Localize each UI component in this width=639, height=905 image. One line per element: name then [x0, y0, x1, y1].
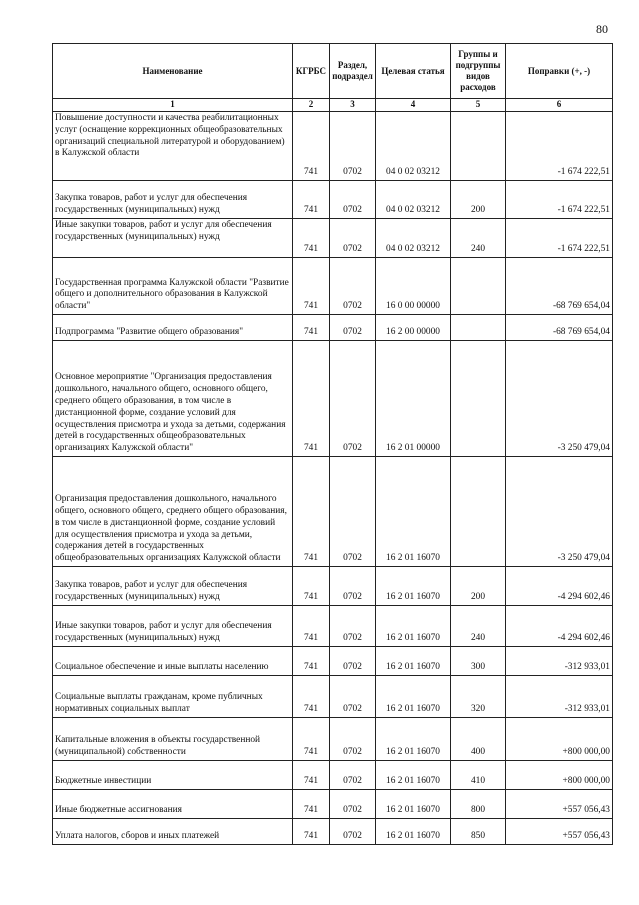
row-kgrbs: 741	[293, 718, 330, 761]
table-row	[53, 457, 613, 567]
row-group	[451, 112, 506, 181]
row-target: 16 2 01 16070	[376, 718, 451, 761]
row-amount: +557 056,43	[506, 790, 613, 819]
row-section: 0702	[330, 647, 376, 676]
row-amount: -68 769 654,04	[506, 315, 613, 341]
row-name: Иные закупки товаров, работ и услуг для обеспечения государственных (муниципальных) нужд	[53, 219, 293, 258]
table-row	[53, 819, 613, 845]
table-row	[53, 341, 613, 457]
row-target: 16 2 01 16070	[376, 676, 451, 718]
row-kgrbs: 741	[293, 219, 330, 258]
row-section: 0702	[330, 790, 376, 819]
row-kgrbs: 741	[293, 181, 330, 219]
row-group: 400	[451, 718, 506, 761]
row-section: 0702	[330, 819, 376, 845]
column-number: 6	[506, 99, 613, 112]
table-row	[53, 676, 613, 718]
row-target: 16 2 01 16070	[376, 606, 451, 647]
budget-amendments-table	[52, 43, 613, 845]
row-section: 0702	[330, 258, 376, 315]
row-target: 04 0 02 03212	[376, 219, 451, 258]
row-amount: -312 933,01	[506, 676, 613, 718]
column-number: 1	[53, 99, 293, 112]
row-kgrbs: 741	[293, 761, 330, 790]
row-amount: -312 933,01	[506, 647, 613, 676]
table-row	[53, 181, 613, 219]
column-number-row	[53, 99, 613, 112]
row-target: 04 0 02 03212	[376, 112, 451, 181]
row-name: Государственная программа Калужской области "Развитие общего и дополнительного образования в Калужской области"	[53, 258, 293, 315]
row-group	[451, 341, 506, 457]
column-number: 4	[376, 99, 451, 112]
row-target: 16 2 01 16070	[376, 790, 451, 819]
table-row	[53, 718, 613, 761]
row-name: Капитальные вложения в объекты государственной (муниципальной) собственности	[53, 718, 293, 761]
row-amount: +800 000,00	[506, 718, 613, 761]
row-section: 0702	[330, 219, 376, 258]
row-kgrbs: 741	[293, 819, 330, 845]
row-group: 320	[451, 676, 506, 718]
row-name: Закупка товаров, работ и услуг для обеспечения государственных (муниципальных) нужд	[53, 567, 293, 606]
row-group	[451, 315, 506, 341]
column-number: 3	[330, 99, 376, 112]
row-group: 410	[451, 761, 506, 790]
header-row	[53, 44, 613, 99]
row-kgrbs: 741	[293, 112, 330, 181]
row-group: 240	[451, 606, 506, 647]
header-name: Наименование	[53, 44, 293, 99]
row-amount: -3 250 479,04	[506, 341, 613, 457]
row-name: Иные закупки товаров, работ и услуг для обеспечения государственных (муниципальных) нужд	[53, 606, 293, 647]
row-target: 16 2 01 00000	[376, 341, 451, 457]
row-name: Организация предоставления дошкольного, начального общего, основного общего, среднего общего образования, в том числе в дистанционной форме, создание условий для осуществления присмотра и ухода за детьми, содержания детей в государственных общеобразовательных организациях Калужской области	[53, 457, 293, 567]
row-amount: +557 056,43	[506, 819, 613, 845]
row-kgrbs: 741	[293, 315, 330, 341]
table-row	[53, 790, 613, 819]
row-name: Уплата налогов, сборов и иных платежей	[53, 819, 293, 845]
row-kgrbs: 741	[293, 567, 330, 606]
row-name: Основное мероприятие "Организация предоставления дошкольного, начального общего, основного общего, среднего общего образования, в том числе в дистанционной форме, создание условий для осуществления присмотра и ухода за детьми, содержания детей в государственных общеобразовательных организациях Калужской области"	[53, 341, 293, 457]
row-amount: -1 674 222,51	[506, 219, 613, 258]
row-kgrbs: 741	[293, 606, 330, 647]
header-section: Раздел, подраздел	[330, 44, 376, 99]
row-target: 16 2 01 16070	[376, 819, 451, 845]
row-group	[451, 258, 506, 315]
row-name: Закупка товаров, работ и услуг для обеспечения государственных (муниципальных) нужд	[53, 181, 293, 219]
row-amount: -1 674 222,51	[506, 112, 613, 181]
row-group: 200	[451, 567, 506, 606]
header-target: Целевая статья	[376, 44, 451, 99]
row-kgrbs: 741	[293, 457, 330, 567]
row-kgrbs: 741	[293, 258, 330, 315]
row-section: 0702	[330, 567, 376, 606]
table-row	[53, 112, 613, 181]
row-target: 16 2 01 16070	[376, 457, 451, 567]
header-kgrbs: КГРБС	[293, 44, 330, 99]
row-group: 240	[451, 219, 506, 258]
table-row	[53, 315, 613, 341]
row-amount: -4 294 602,46	[506, 606, 613, 647]
row-name: Социальные выплаты гражданам, кроме публичных нормативных социальных выплат	[53, 676, 293, 718]
row-amount: -4 294 602,46	[506, 567, 613, 606]
page-number: 80	[596, 22, 608, 36]
table-row	[53, 606, 613, 647]
row-group: 200	[451, 181, 506, 219]
table-row	[53, 567, 613, 606]
row-kgrbs: 741	[293, 790, 330, 819]
row-section: 0702	[330, 606, 376, 647]
row-section: 0702	[330, 112, 376, 181]
table-row	[53, 761, 613, 790]
row-amount: +800 000,00	[506, 761, 613, 790]
row-group: 800	[451, 790, 506, 819]
row-section: 0702	[330, 315, 376, 341]
table-row	[53, 219, 613, 258]
row-amount: -3 250 479,04	[506, 457, 613, 567]
row-group: 850	[451, 819, 506, 845]
row-name: Социальное обеспечение и иные выплаты населению	[53, 647, 293, 676]
row-amount: -1 674 222,51	[506, 181, 613, 219]
row-name: Бюджетные инвестиции	[53, 761, 293, 790]
row-name: Подпрограмма "Развитие общего образования"	[53, 315, 293, 341]
row-section: 0702	[330, 457, 376, 567]
row-group	[451, 457, 506, 567]
row-kgrbs: 741	[293, 676, 330, 718]
row-target: 16 2 01 16070	[376, 647, 451, 676]
row-name: Повышение доступности и качества реабилитационных услуг (оснащение коррекционных общеобразовательных организаций специальной литературой и оборудованием) в Калужской области	[53, 112, 293, 181]
row-target: 16 2 01 16070	[376, 761, 451, 790]
row-kgrbs: 741	[293, 647, 330, 676]
row-name: Иные бюджетные ассигнования	[53, 790, 293, 819]
row-amount: -68 769 654,04	[506, 258, 613, 315]
column-number: 5	[451, 99, 506, 112]
row-target: 16 2 00 00000	[376, 315, 451, 341]
row-target: 16 2 01 16070	[376, 567, 451, 606]
row-group: 300	[451, 647, 506, 676]
row-section: 0702	[330, 718, 376, 761]
row-section: 0702	[330, 341, 376, 457]
header-groups: Группы и подгруппы видов расходов	[451, 44, 506, 99]
row-target: 16 0 00 00000	[376, 258, 451, 315]
row-section: 0702	[330, 676, 376, 718]
header-amendments: Поправки (+, -)	[506, 44, 613, 99]
row-section: 0702	[330, 181, 376, 219]
table-row	[53, 258, 613, 315]
column-number: 2	[293, 99, 330, 112]
row-section: 0702	[330, 761, 376, 790]
row-target: 04 0 02 03212	[376, 181, 451, 219]
table-row	[53, 647, 613, 676]
row-kgrbs: 741	[293, 341, 330, 457]
